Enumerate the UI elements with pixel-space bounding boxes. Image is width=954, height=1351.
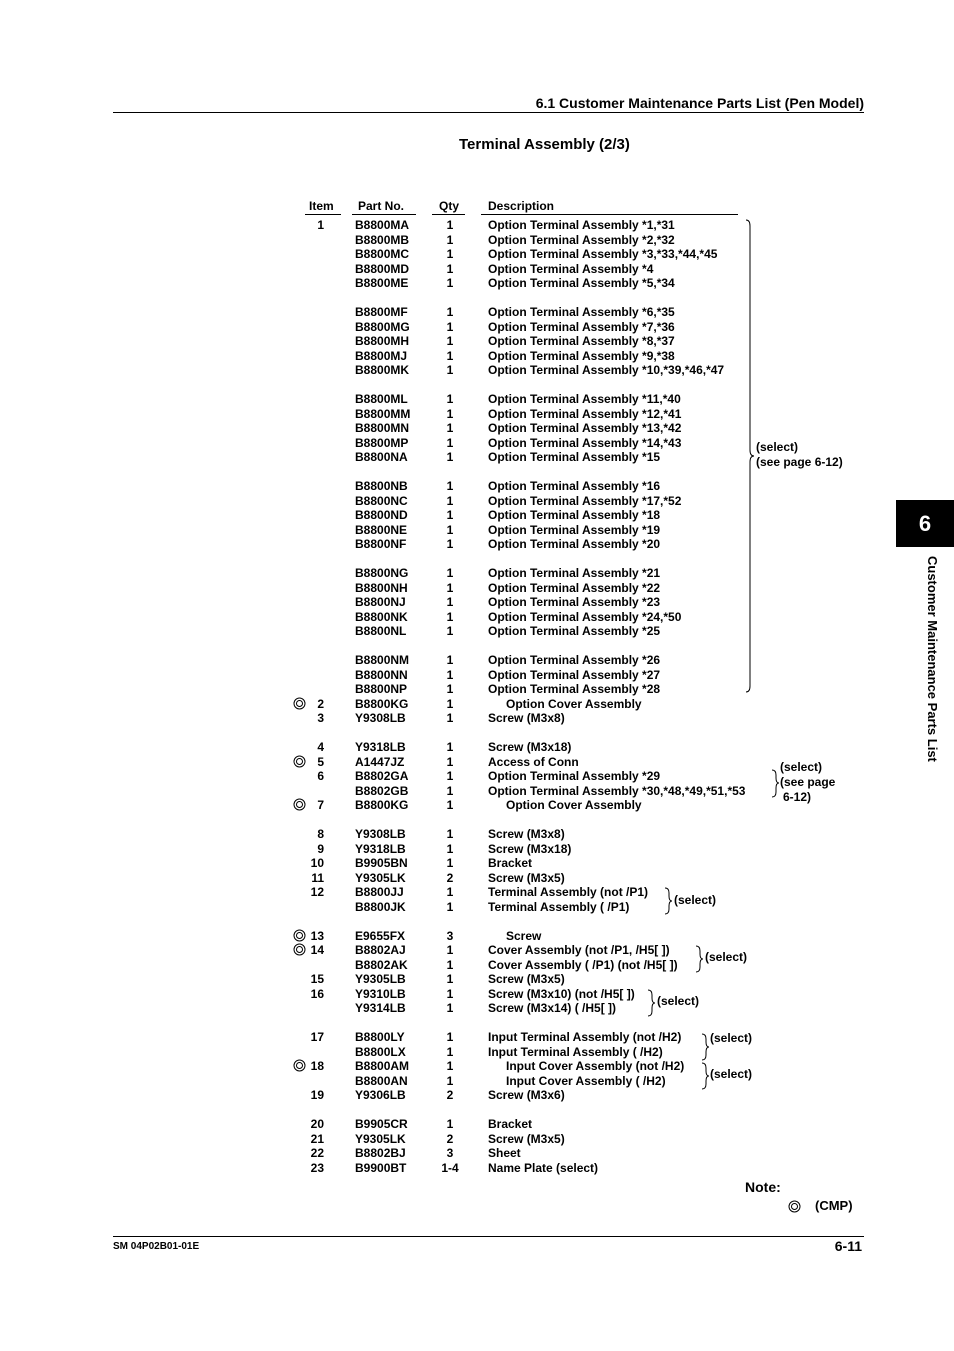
row-description: Option Terminal Assembly *20	[488, 537, 661, 551]
row-quantity: 1	[446, 986, 454, 1001]
row-part-number: B8800MG	[355, 319, 410, 334]
row-quantity: 1-4	[441, 1160, 459, 1175]
row-item-number: 12	[310, 885, 324, 899]
row-quantity: 1	[446, 972, 454, 986]
row-quantity: 1	[446, 522, 454, 537]
row-part-number: B8800NN	[355, 667, 408, 682]
row-quantity: 1	[446, 508, 454, 522]
footer-page-number: 6-11	[834, 1238, 862, 1254]
row-description: Option Terminal Assembly *16	[488, 479, 661, 493]
row-description: Option Terminal Assembly *7,*36	[488, 319, 675, 334]
row-part-number: Y9306LB	[355, 1088, 406, 1102]
note-cmp-label: (CMP)	[815, 1198, 853, 1213]
row-description: Option Terminal Assembly *6,*35	[488, 305, 675, 319]
column-header-qty: Qty	[439, 199, 460, 213]
row-description: Screw (M3x18)	[488, 841, 572, 856]
row-quantity: 1	[446, 696, 454, 711]
row-description: Screw (M3x8)	[488, 827, 565, 841]
row-part-number: Y9308LB	[355, 827, 406, 841]
row-part-number: B8800NG	[355, 566, 409, 580]
row-part-number: Y9318LB	[355, 841, 406, 856]
cmp-marker-icon	[788, 1200, 801, 1218]
brace-item6	[772, 770, 779, 797]
row-quantity: 1	[446, 334, 454, 348]
row-quantity: 1	[446, 493, 454, 508]
row-quantity: 1	[446, 841, 454, 856]
row-description: Option Terminal Assembly *3,*33,*44,*45	[488, 247, 718, 261]
row-description: Option Terminal Assembly *25	[488, 624, 661, 638]
row-description: Option Terminal Assembly *30,*48,*49,*51,*53	[488, 783, 746, 798]
row-part-number: B8800NM	[355, 653, 410, 667]
row-part-number: B8800NL	[355, 624, 407, 638]
row-description: Input Terminal Assembly (not /H2)	[488, 1030, 682, 1044]
brace-label-item18-select: (select)	[710, 1067, 753, 1081]
row-item-number: 22	[310, 1146, 324, 1160]
row-description: Option Terminal Assembly *8,*37	[488, 334, 675, 348]
row-quantity: 2	[446, 870, 454, 885]
row-part-number: B8800NE	[355, 522, 408, 537]
row-part-number: Y9310LB	[355, 986, 406, 1001]
row-item-number: 19	[310, 1088, 324, 1102]
row-quantity: 1	[446, 769, 454, 783]
footer-doc-code: SM 04P02B01-01E	[113, 1241, 200, 1252]
row-description: Option Terminal Assembly *27	[488, 667, 661, 682]
brace-label-select: (select)	[756, 440, 799, 454]
row-quantity: 1	[446, 885, 454, 899]
row-description: Option Terminal Assembly *24,*50	[488, 609, 682, 624]
row-quantity: 1	[446, 711, 454, 725]
brace-label-item12-select: (select)	[674, 893, 717, 907]
row-quantity: 1	[446, 827, 454, 841]
row-part-number: B8800MK	[355, 363, 410, 377]
row-quantity: 1	[446, 957, 454, 972]
row-part-number: B8800NF	[355, 537, 407, 551]
row-description: Cover Assembly ( /P1) (not /H5[ ])	[488, 957, 678, 972]
row-description: Option Terminal Assembly *17,*52	[488, 493, 682, 508]
row-quantity: 1	[446, 1001, 454, 1015]
row-part-number: B8800MJ	[355, 348, 408, 363]
row-part-number: B8800KG	[355, 798, 409, 812]
brace-item12	[665, 888, 672, 914]
row-quantity: 2	[446, 1088, 454, 1102]
row-description: Screw (M3x6)	[488, 1088, 565, 1102]
chapter-tab-number: 6	[918, 510, 932, 536]
row-quantity: 1	[446, 595, 454, 609]
row-part-number: Y9308LB	[355, 711, 406, 725]
row-description: Input Terminal Assembly ( /H2)	[488, 1044, 663, 1059]
row-part-number: B9900BT	[355, 1160, 407, 1175]
column-header-part-no: Part No.	[358, 199, 405, 213]
row-quantity: 1	[446, 783, 454, 798]
row-description: Option Terminal Assembly *1,*31	[488, 218, 675, 232]
row-quantity: 1	[446, 218, 454, 232]
row-part-number: Y9305LK	[355, 1131, 406, 1146]
row-description: Option Terminal Assembly *9,*38	[488, 348, 675, 363]
row-quantity: 1	[446, 899, 454, 914]
row-part-number: B8800MN	[355, 421, 410, 435]
row-item-number: 6	[317, 769, 324, 783]
row-part-number: B8800NH	[355, 580, 408, 595]
row-description: Bracket	[488, 1117, 533, 1131]
note-label: Note:	[745, 1179, 781, 1195]
row-part-number: B8800ME	[355, 276, 409, 290]
row-quantity: 1	[446, 798, 454, 812]
row-description: Option Terminal Assembly *13,*42	[488, 421, 682, 435]
row-description: Screw (M3x5)	[488, 972, 565, 986]
row-quantity: 1	[446, 363, 454, 377]
row-item-number: 15	[310, 972, 324, 986]
row-item-number: 14	[310, 943, 324, 957]
row-item-number: 9	[317, 841, 324, 856]
row-part-number: B8800MF	[355, 305, 408, 319]
row-part-number: A1447JZ	[355, 754, 405, 769]
row-part-number: B8800NC	[355, 493, 408, 508]
row-description: Screw	[506, 928, 542, 943]
row-quantity: 1	[446, 1044, 454, 1059]
section-title: Terminal Assembly (2/3)	[459, 136, 630, 153]
row-description: Screw (M3x5)	[488, 1131, 565, 1146]
row-part-number: B8800MB	[355, 232, 410, 247]
row-quantity: 1	[446, 479, 454, 493]
row-description: Option Terminal Assembly *26	[488, 653, 661, 667]
row-description: Option Terminal Assembly *4	[488, 261, 654, 276]
row-description: Option Terminal Assembly *14,*43	[488, 435, 682, 450]
row-part-number: Y9314LB	[355, 1001, 406, 1015]
brace-item17	[702, 1034, 709, 1060]
row-quantity: 3	[446, 1146, 454, 1160]
row-quantity: 1	[446, 1059, 454, 1073]
row-description: Option Terminal Assembly *12,*41	[488, 406, 682, 421]
row-quantity: 1	[446, 740, 454, 754]
row-quantity: 1	[446, 580, 454, 595]
row-quantity: 1	[446, 348, 454, 363]
row-description: Input Cover Assembly ( /H2)	[506, 1073, 666, 1088]
row-quantity: 1	[446, 1117, 454, 1131]
row-part-number: B8800AM	[355, 1059, 410, 1073]
brace-label-item14-select: (select)	[705, 950, 748, 964]
row-item-number: 2	[317, 696, 324, 711]
row-quantity: 1	[446, 450, 454, 464]
row-description: Option Terminal Assembly *23	[488, 595, 661, 609]
row-description: Sheet	[488, 1146, 521, 1160]
row-item-number: 1	[317, 218, 324, 232]
row-item-number: 18	[310, 1059, 324, 1073]
row-quantity: 1	[446, 856, 454, 870]
row-description: Terminal Assembly ( /P1)	[488, 899, 630, 914]
row-part-number: B8800JK	[355, 899, 406, 914]
row-part-number: B8800ML	[355, 392, 408, 406]
row-description: Option Terminal Assembly *18	[488, 508, 661, 522]
row-part-number: B8800LX	[355, 1044, 406, 1059]
row-quantity: 1	[446, 319, 454, 334]
row-description: Screw (M3x14) ( /H5[ ])	[488, 1001, 617, 1015]
column-header-description: Description	[488, 199, 555, 213]
row-item-number: 21	[310, 1131, 324, 1146]
row-item-number: 13	[310, 928, 324, 943]
brace-item16	[648, 990, 655, 1016]
row-part-number: Y9305LB	[355, 972, 406, 986]
row-quantity: 1	[446, 682, 454, 696]
row-quantity: 1	[446, 276, 454, 290]
row-description: Screw (M3x10) (not /H5[ ])	[488, 986, 635, 1001]
chapter-tab	[896, 500, 954, 547]
brace-label-item17-select: (select)	[710, 1031, 753, 1045]
row-description: Terminal Assembly (not /P1)	[488, 885, 649, 899]
row-item-number: 3	[317, 711, 324, 725]
row-part-number: E9655FX	[355, 928, 406, 943]
row-quantity: 1	[446, 261, 454, 276]
row-description: Input Cover Assembly (not /H2)	[506, 1059, 685, 1073]
running-header: 6.1 Customer Maintenance Parts List (Pen Model)	[535, 95, 864, 111]
brace-label-see-page: (see page 6-12)	[756, 455, 843, 469]
row-part-number: B8800LY	[355, 1030, 405, 1044]
row-item-number: 4	[317, 740, 324, 754]
row-quantity: 2	[446, 1131, 454, 1146]
row-description: Option Terminal Assembly *10,*39,*46,*47	[488, 363, 725, 377]
row-description: Name Plate (select)	[488, 1160, 599, 1175]
row-part-number: B8800MD	[355, 261, 410, 276]
row-quantity: 1	[446, 754, 454, 769]
row-item-number: 5	[317, 754, 324, 769]
brace-label-item6-select: (select)	[780, 760, 823, 774]
row-description: Option Terminal Assembly *21	[488, 566, 661, 580]
brace-item14	[696, 946, 703, 972]
row-description: Option Terminal Assembly *29	[488, 769, 661, 783]
row-item-number: 20	[310, 1117, 324, 1131]
row-description: Cover Assembly (not /P1, /H5[ ])	[488, 943, 670, 957]
brace-option-terminal-range	[746, 220, 754, 692]
row-part-number: B8802AJ	[355, 943, 406, 957]
brace-label-item6-page: 6-12)	[783, 790, 812, 804]
row-part-number: B8802AK	[355, 957, 408, 972]
row-part-number: B8800MH	[355, 334, 410, 348]
row-description: Screw (M3x5)	[488, 870, 565, 885]
row-description: Option Terminal Assembly *28	[488, 682, 661, 696]
row-quantity: 1	[446, 667, 454, 682]
row-part-number: B8800NP	[355, 682, 408, 696]
row-part-number: Y9318LB	[355, 740, 406, 754]
row-quantity: 1	[446, 421, 454, 435]
row-item-number: 23	[310, 1160, 324, 1175]
row-part-number: B8802BJ	[355, 1146, 406, 1160]
chapter-tab-label: Customer Maintenance Parts List	[925, 556, 940, 762]
row-part-number: B8800MP	[355, 435, 409, 450]
row-quantity: 1	[446, 1073, 454, 1088]
row-part-number: B8802GA	[355, 769, 409, 783]
row-quantity: 1	[446, 537, 454, 551]
row-part-number: B8800NA	[355, 450, 408, 464]
row-description: Option Terminal Assembly *11,*40	[488, 392, 681, 406]
brace-item18	[702, 1063, 709, 1089]
row-quantity: 1	[446, 435, 454, 450]
row-part-number: Y9305LK	[355, 870, 406, 885]
row-part-number: B8800NK	[355, 609, 408, 624]
row-quantity: 1	[446, 305, 454, 319]
row-part-number: B8800NB	[355, 479, 408, 493]
row-part-number: B8800MA	[355, 218, 410, 232]
brace-label-item6-see-page: (see page	[780, 775, 836, 789]
row-quantity: 1	[446, 406, 454, 421]
row-part-number: B8800JJ	[355, 885, 404, 899]
row-part-number: B8800MM	[355, 406, 411, 421]
row-quantity: 1	[446, 624, 454, 638]
row-quantity: 1	[446, 653, 454, 667]
row-quantity: 1	[446, 247, 454, 261]
row-quantity: 1	[446, 943, 454, 957]
row-part-number: B9905BN	[355, 856, 408, 870]
row-item-number: 11	[311, 870, 324, 885]
row-description: Option Terminal Assembly *2,*32	[488, 232, 675, 247]
row-part-number: B8802GB	[355, 783, 409, 798]
row-quantity: 1	[446, 392, 454, 406]
row-quantity: 3	[446, 928, 454, 943]
row-quantity: 1	[446, 609, 454, 624]
row-item-number: 17	[310, 1030, 324, 1044]
row-part-number: B8800AN	[355, 1073, 408, 1088]
row-description: Screw (M3x8)	[488, 711, 565, 725]
row-item-number: 10	[310, 856, 324, 870]
row-part-number: B8800KG	[355, 696, 409, 711]
column-header-item: Item	[309, 199, 334, 213]
row-description: Option Terminal Assembly *5,*34	[488, 276, 675, 290]
row-item-number: 8	[317, 827, 324, 841]
row-quantity: 1	[446, 566, 454, 580]
row-description: Bracket	[488, 856, 533, 870]
row-description: Option Terminal Assembly *22	[488, 580, 661, 595]
row-description: Option Terminal Assembly *15	[488, 450, 661, 464]
row-quantity: 1	[446, 1030, 454, 1044]
row-description: Access of Conn	[488, 754, 579, 769]
row-item-number: 7	[317, 798, 324, 812]
row-part-number: B9905CR	[355, 1117, 408, 1131]
row-part-number: B8800NJ	[355, 595, 406, 609]
row-part-number: B8800ND	[355, 508, 408, 522]
row-description: Screw (M3x18)	[488, 740, 572, 754]
row-description: Option Cover Assembly	[506, 696, 642, 711]
footer-rule	[113, 1236, 864, 1237]
row-item-number: 16	[310, 986, 324, 1001]
row-description: Option Cover Assembly	[506, 798, 642, 812]
row-quantity: 1	[446, 232, 454, 247]
row-description: Option Terminal Assembly *19	[488, 522, 661, 537]
brace-label-item16-select: (select)	[657, 994, 700, 1008]
row-part-number: B8800MC	[355, 247, 410, 261]
